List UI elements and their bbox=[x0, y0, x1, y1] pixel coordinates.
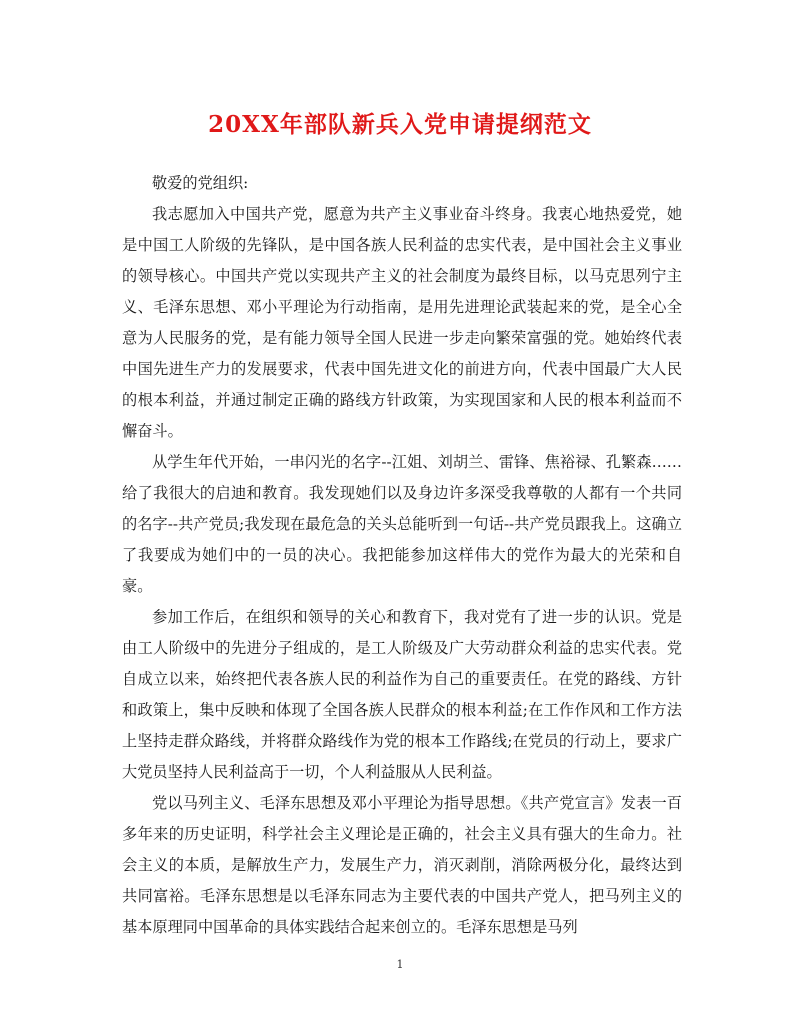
document-body bbox=[122, 168, 682, 943]
paragraph-1: 我志愿加入中国共产党，愿意为共产主义事业奋斗终身。我衷心地热爱党，她是中国工人阶级的先锋队，是中国各族人民利益的忠实代表，是中国社会主义事业的领导核心。中国共产党以实现共产主义的社会制度为最终目标，以马克思列宁主义、毛泽东思想、邓小平理论为行动指南，是用先进理论武装起来的党，是全心全意为人民服务的党，是有能力领导全国人民进一步走向繁荣富强的党。她始终代表中国先进生产力的发展要求，代表中国先进文化的前进方向，代表中国最广大人民的根本利益，并通过制定正确的路线方针政策，为实现国家和人民的根本利益而不懈奋斗。 bbox=[122, 205, 682, 440]
paragraph-2: 从学生年代开始，一串闪光的名字--江姐、刘胡兰、雷锋、焦裕禄、孔繁森……给了我很大的启迪和教育。我发现她们以及身边许多深受我尊敬的人都有一个共同的名字--共产党员;我发现在最危急的关头总能听到一句话--共产党员跟我上。这确立了我要成为她们中的一员的决心。我把能参加这样伟大的党作为最大的光荣和自豪。 bbox=[122, 453, 682, 595]
paragraph-3: 参加工作后，在组织和领导的关心和教育下，我对党有了进一步的认识。党是由工人阶级中的先进分子组成的，是工人阶级及广大劳动群众利益的忠实代表。党自成立以来，始终把代表各族人民的利益作为自己的重要责任。在党的路线、方针和政策上，集中反映和体现了全国各族人民群众的根本利益;在工作作风和工作方法上坚持走群众路线，并将群众路线作为党的根本工作路线;在党员的行动上，要求广大党员坚持人民利益高于一切，个人利益服从人民利益。 bbox=[122, 608, 682, 781]
salutation: 敬爱的党组织: bbox=[152, 174, 249, 192]
page-number: 1 bbox=[396, 958, 404, 971]
document-title: 20XX年部队新兵入党申请提纲范文 bbox=[208, 111, 592, 138]
paragraph-4: 党以马列主义、毛泽东思想及邓小平理论为指导思想。《共产党宣言》发表一百多年来的历史证明，科学社会主义理论是正确的，社会主义具有强大的生命力。社会主义的本质，是解放生产力，发展生产力，消灭剥削，消除两极分化，最终达到共同富裕。毛泽东思想是以毛泽东同志为主要代表的中国共产党人，把马列主义的基本原理同中国革命的具体实践结合起来创立的。毛泽东思想是马列 bbox=[122, 794, 682, 936]
